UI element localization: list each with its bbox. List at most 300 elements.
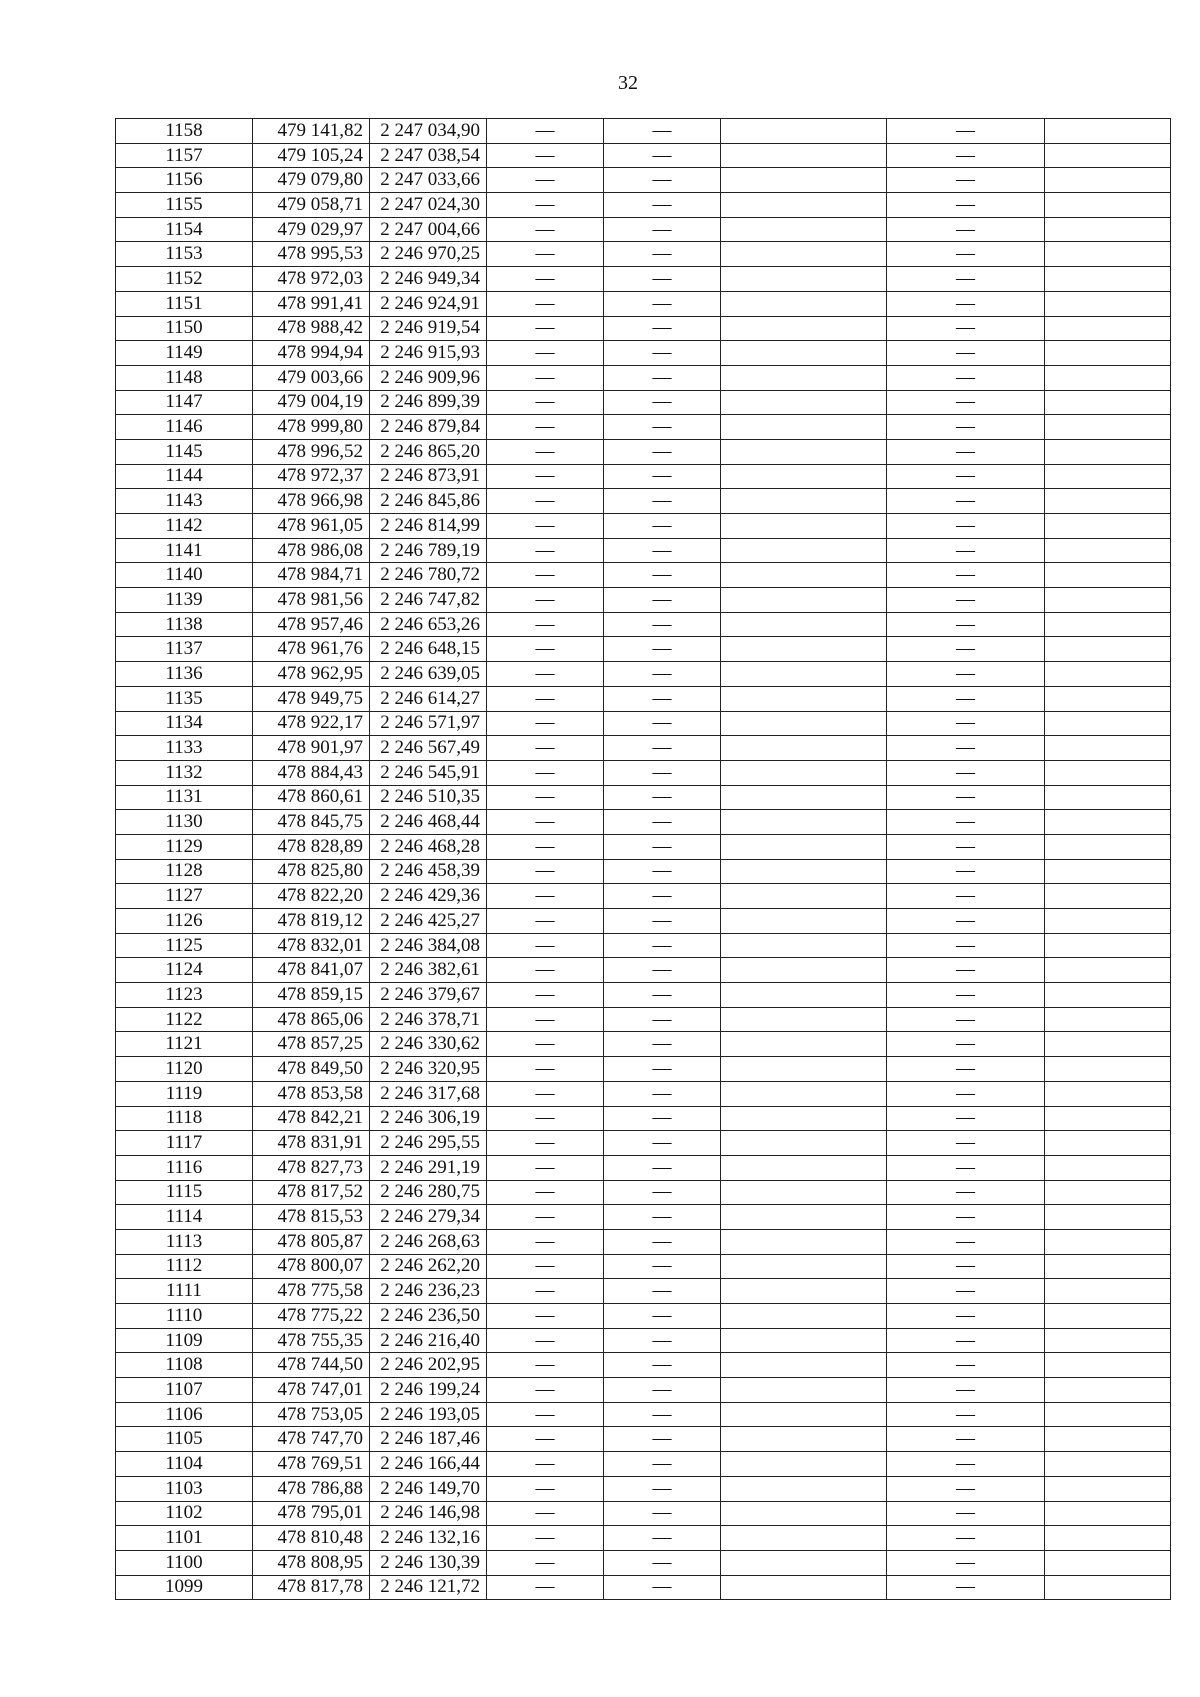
empty-cell [721,1205,887,1230]
dash-cell: — [604,1452,721,1477]
dash-cell: — [487,909,604,934]
y-coordinate-cell: 2 246 384,08 [370,933,487,958]
table-row [116,439,1171,464]
y-coordinate-cell: 2 246 425,27 [370,909,487,934]
table-row [116,1205,1171,1230]
empty-cell [1045,958,1171,983]
empty-cell [1045,1106,1171,1131]
empty-cell [1045,242,1171,267]
dash-cell: — [604,760,721,785]
x-coordinate-cell: 478 795,01 [253,1501,370,1526]
y-coordinate-cell: 2 246 236,23 [370,1279,487,1304]
y-coordinate-cell: 2 246 199,24 [370,1378,487,1403]
dash-cell: — [887,1402,1045,1427]
table-row [116,1131,1171,1156]
x-coordinate-cell: 478 828,89 [253,834,370,859]
empty-cell [721,1155,887,1180]
dash-cell: — [487,168,604,193]
table-row [116,983,1171,1008]
empty-cell [721,1032,887,1057]
empty-cell [1045,760,1171,785]
empty-cell [1045,168,1171,193]
point-number-cell: 1154 [116,217,253,242]
dash-cell: — [604,1180,721,1205]
dash-cell: — [887,1328,1045,1353]
dash-cell: — [604,933,721,958]
coordinates-table [115,118,1171,1600]
x-coordinate-cell: 478 744,50 [253,1353,370,1378]
table-row [116,341,1171,366]
table-row [116,1229,1171,1254]
empty-cell [721,341,887,366]
dash-cell: — [604,1353,721,1378]
dash-cell: — [887,760,1045,785]
point-number-cell: 1146 [116,415,253,440]
x-coordinate-cell: 478 995,53 [253,242,370,267]
empty-cell [721,1180,887,1205]
empty-cell [721,1526,887,1551]
y-coordinate-cell: 2 246 216,40 [370,1328,487,1353]
dash-cell: — [604,859,721,884]
dash-cell: — [887,464,1045,489]
empty-cell [1045,736,1171,761]
empty-cell [721,1476,887,1501]
x-coordinate-cell: 478 817,52 [253,1180,370,1205]
dash-cell: — [487,242,604,267]
x-coordinate-cell: 478 805,87 [253,1229,370,1254]
empty-cell [721,119,887,144]
point-number-cell: 1137 [116,637,253,662]
x-coordinate-cell: 478 972,37 [253,464,370,489]
y-coordinate-cell: 2 246 468,28 [370,834,487,859]
dash-cell: — [604,1032,721,1057]
table-row [116,1304,1171,1329]
empty-cell [721,1131,887,1156]
table-row [116,415,1171,440]
point-number-cell: 1128 [116,859,253,884]
empty-cell [1045,859,1171,884]
empty-cell [1045,1452,1171,1477]
dash-cell: — [887,1575,1045,1600]
y-coordinate-cell: 2 246 919,54 [370,316,487,341]
dash-cell: — [487,365,604,390]
x-coordinate-cell: 478 957,46 [253,612,370,637]
table-row [116,711,1171,736]
empty-cell [721,464,887,489]
table-row [116,588,1171,613]
point-number-cell: 1129 [116,834,253,859]
x-coordinate-cell: 478 961,76 [253,637,370,662]
empty-cell [721,514,887,539]
x-coordinate-cell: 478 853,58 [253,1081,370,1106]
empty-cell [721,1427,887,1452]
table-row [116,464,1171,489]
dash-cell: — [887,1279,1045,1304]
point-number-cell: 1149 [116,341,253,366]
dash-cell: — [604,217,721,242]
dash-cell: — [887,909,1045,934]
empty-cell [721,711,887,736]
dash-cell: — [487,1032,604,1057]
dash-cell: — [487,1180,604,1205]
table-row [116,538,1171,563]
empty-cell [721,143,887,168]
empty-cell [721,686,887,711]
point-number-cell: 1136 [116,662,253,687]
dash-cell: — [487,1279,604,1304]
dash-cell: — [604,909,721,934]
empty-cell [721,242,887,267]
dash-cell: — [487,1550,604,1575]
empty-cell [1045,612,1171,637]
x-coordinate-cell: 478 961,05 [253,514,370,539]
dash-cell: — [604,1550,721,1575]
point-number-cell: 1151 [116,291,253,316]
dash-cell: — [887,1032,1045,1057]
empty-cell [721,563,887,588]
dash-cell: — [604,1254,721,1279]
dash-cell: — [887,1501,1045,1526]
dash-cell: — [487,1304,604,1329]
dash-cell: — [487,291,604,316]
empty-cell [1045,1427,1171,1452]
dash-cell: — [604,785,721,810]
dash-cell: — [487,1057,604,1082]
dash-cell: — [604,119,721,144]
x-coordinate-cell: 478 831,91 [253,1131,370,1156]
dash-cell: — [604,1526,721,1551]
empty-cell [721,958,887,983]
point-number-cell: 1110 [116,1304,253,1329]
dash-cell: — [604,736,721,761]
table-row [116,933,1171,958]
empty-cell [1045,686,1171,711]
dash-cell: — [887,242,1045,267]
empty-cell [721,909,887,934]
point-number-cell: 1147 [116,390,253,415]
point-number-cell: 1118 [116,1106,253,1131]
y-coordinate-cell: 2 246 614,27 [370,686,487,711]
point-number-cell: 1108 [116,1353,253,1378]
point-number-cell: 1150 [116,316,253,341]
empty-cell [721,1328,887,1353]
dash-cell: — [887,785,1045,810]
empty-cell [1045,439,1171,464]
dash-cell: — [487,1452,604,1477]
dash-cell: — [604,1229,721,1254]
table-row [116,365,1171,390]
dash-cell: — [487,1155,604,1180]
dash-cell: — [487,736,604,761]
empty-cell [721,1254,887,1279]
dash-cell: — [887,1106,1045,1131]
table-row [116,909,1171,934]
dash-cell: — [487,1402,604,1427]
y-coordinate-cell: 2 247 038,54 [370,143,487,168]
table-row [116,1427,1171,1452]
empty-cell [1045,1229,1171,1254]
x-coordinate-cell: 478 981,56 [253,588,370,613]
empty-cell [721,1402,887,1427]
x-coordinate-cell: 479 029,97 [253,217,370,242]
dash-cell: — [887,217,1045,242]
dash-cell: — [487,489,604,514]
empty-cell [1045,1402,1171,1427]
dash-cell: — [887,1180,1045,1205]
y-coordinate-cell: 2 246 379,67 [370,983,487,1008]
empty-cell [1045,415,1171,440]
empty-cell [721,1057,887,1082]
table-row [116,291,1171,316]
dash-cell: — [487,662,604,687]
point-number-cell: 1158 [116,119,253,144]
x-coordinate-cell: 478 884,43 [253,760,370,785]
dash-cell: — [604,810,721,835]
empty-cell [1045,884,1171,909]
y-coordinate-cell: 2 246 429,36 [370,884,487,909]
dash-cell: — [887,489,1045,514]
empty-cell [721,884,887,909]
x-coordinate-cell: 478 994,94 [253,341,370,366]
empty-cell [1045,390,1171,415]
dash-cell: — [887,365,1045,390]
point-number-cell: 1101 [116,1526,253,1551]
table-row [116,859,1171,884]
x-coordinate-cell: 478 747,01 [253,1378,370,1403]
x-coordinate-cell: 478 753,05 [253,1402,370,1427]
x-coordinate-cell: 478 901,97 [253,736,370,761]
point-number-cell: 1106 [116,1402,253,1427]
empty-cell [721,415,887,440]
empty-cell [721,1452,887,1477]
table-row [116,1378,1171,1403]
dash-cell: — [487,1328,604,1353]
dash-cell: — [487,1081,604,1106]
point-number-cell: 1099 [116,1575,253,1600]
dash-cell: — [604,514,721,539]
dash-cell: — [604,1205,721,1230]
empty-cell [721,1007,887,1032]
x-coordinate-cell: 478 849,50 [253,1057,370,1082]
dash-cell: — [604,267,721,292]
point-number-cell: 1148 [116,365,253,390]
dash-cell: — [887,415,1045,440]
empty-cell [721,538,887,563]
table-row [116,316,1171,341]
y-coordinate-cell: 2 246 915,93 [370,341,487,366]
dash-cell: — [604,1007,721,1032]
x-coordinate-cell: 478 996,52 [253,439,370,464]
dash-cell: — [604,1106,721,1131]
dash-cell: — [887,958,1045,983]
x-coordinate-cell: 478 775,58 [253,1279,370,1304]
y-coordinate-cell: 2 246 382,61 [370,958,487,983]
x-coordinate-cell: 478 842,21 [253,1106,370,1131]
dash-cell: — [887,143,1045,168]
dash-cell: — [604,143,721,168]
table-row [116,267,1171,292]
dash-cell: — [604,1057,721,1082]
table-row [116,1155,1171,1180]
dash-cell: — [487,785,604,810]
y-coordinate-cell: 2 246 865,20 [370,439,487,464]
dash-cell: — [487,983,604,1008]
dash-cell: — [487,538,604,563]
x-coordinate-cell: 478 827,73 [253,1155,370,1180]
table-row [116,1575,1171,1600]
empty-cell [721,390,887,415]
dash-cell: — [487,958,604,983]
point-number-cell: 1153 [116,242,253,267]
x-coordinate-cell: 478 972,03 [253,267,370,292]
empty-cell [1045,563,1171,588]
empty-cell [1045,933,1171,958]
empty-cell [1045,785,1171,810]
empty-cell [721,1279,887,1304]
dash-cell: — [487,193,604,218]
dash-cell: — [887,588,1045,613]
empty-cell [1045,1205,1171,1230]
empty-cell [1045,1254,1171,1279]
y-coordinate-cell: 2 246 845,86 [370,489,487,514]
y-coordinate-cell: 2 247 024,30 [370,193,487,218]
y-coordinate-cell: 2 246 567,49 [370,736,487,761]
dash-cell: — [487,933,604,958]
dash-cell: — [604,662,721,687]
empty-cell [721,637,887,662]
dash-cell: — [604,1476,721,1501]
empty-cell [721,489,887,514]
dash-cell: — [887,291,1045,316]
y-coordinate-cell: 2 246 330,62 [370,1032,487,1057]
empty-cell [1045,464,1171,489]
x-coordinate-cell: 478 819,12 [253,909,370,934]
dash-cell: — [487,1526,604,1551]
empty-cell [1045,217,1171,242]
y-coordinate-cell: 2 246 747,82 [370,588,487,613]
empty-cell [721,439,887,464]
dash-cell: — [887,711,1045,736]
empty-cell [1045,143,1171,168]
table-row [116,686,1171,711]
empty-cell [721,1575,887,1600]
point-number-cell: 1100 [116,1550,253,1575]
dash-cell: — [887,834,1045,859]
point-number-cell: 1156 [116,168,253,193]
dash-cell: — [487,514,604,539]
empty-cell [1045,1180,1171,1205]
dash-cell: — [887,390,1045,415]
point-number-cell: 1122 [116,1007,253,1032]
table-row [116,1353,1171,1378]
dash-cell: — [487,884,604,909]
dash-cell: — [487,563,604,588]
empty-cell [721,736,887,761]
table-row [116,1476,1171,1501]
point-number-cell: 1116 [116,1155,253,1180]
dash-cell: — [887,1229,1045,1254]
dash-cell: — [887,267,1045,292]
dash-cell: — [604,1304,721,1329]
dash-cell: — [487,439,604,464]
table-row [116,1526,1171,1551]
dash-cell: — [487,415,604,440]
y-coordinate-cell: 2 246 879,84 [370,415,487,440]
point-number-cell: 1111 [116,1279,253,1304]
dash-cell: — [487,686,604,711]
dash-cell: — [604,390,721,415]
point-number-cell: 1112 [116,1254,253,1279]
x-coordinate-cell: 478 999,80 [253,415,370,440]
y-coordinate-cell: 2 246 295,55 [370,1131,487,1156]
point-number-cell: 1140 [116,563,253,588]
dash-cell: — [887,1452,1045,1477]
y-coordinate-cell: 2 246 280,75 [370,1180,487,1205]
dash-cell: — [604,1081,721,1106]
dash-cell: — [604,168,721,193]
dash-cell: — [604,711,721,736]
table-row [116,1550,1171,1575]
point-number-cell: 1105 [116,1427,253,1452]
point-number-cell: 1142 [116,514,253,539]
dash-cell: — [604,983,721,1008]
dash-cell: — [487,1007,604,1032]
dash-cell: — [887,933,1045,958]
dash-cell: — [604,291,721,316]
y-coordinate-cell: 2 246 202,95 [370,1353,487,1378]
y-coordinate-cell: 2 246 262,20 [370,1254,487,1279]
empty-cell [1045,119,1171,144]
dash-cell: — [487,1501,604,1526]
x-coordinate-cell: 478 747,70 [253,1427,370,1452]
empty-cell [1045,193,1171,218]
empty-cell [721,193,887,218]
empty-cell [1045,1526,1171,1551]
y-coordinate-cell: 2 246 873,91 [370,464,487,489]
dash-cell: — [604,1501,721,1526]
y-coordinate-cell: 2 246 545,91 [370,760,487,785]
page-number: 32 [618,72,638,94]
empty-cell [1045,1353,1171,1378]
y-coordinate-cell: 2 246 236,50 [370,1304,487,1329]
x-coordinate-cell: 478 857,25 [253,1032,370,1057]
empty-cell [721,267,887,292]
dash-cell: — [487,464,604,489]
x-coordinate-cell: 478 755,35 [253,1328,370,1353]
y-coordinate-cell: 2 246 121,72 [370,1575,487,1600]
point-number-cell: 1135 [116,686,253,711]
x-coordinate-cell: 478 841,07 [253,958,370,983]
x-coordinate-cell: 478 832,01 [253,933,370,958]
empty-cell [1045,637,1171,662]
x-coordinate-cell: 478 986,08 [253,538,370,563]
empty-cell [1045,909,1171,934]
dash-cell: — [887,514,1045,539]
dash-cell: — [604,1131,721,1156]
dash-cell: — [887,563,1045,588]
dash-cell: — [604,538,721,563]
point-number-cell: 1102 [116,1501,253,1526]
y-coordinate-cell: 2 246 306,19 [370,1106,487,1131]
dash-cell: — [604,193,721,218]
empty-cell [1045,267,1171,292]
dash-cell: — [604,588,721,613]
x-coordinate-cell: 478 808,95 [253,1550,370,1575]
empty-cell [721,785,887,810]
point-number-cell: 1127 [116,884,253,909]
table-row [116,1081,1171,1106]
empty-cell [721,834,887,859]
